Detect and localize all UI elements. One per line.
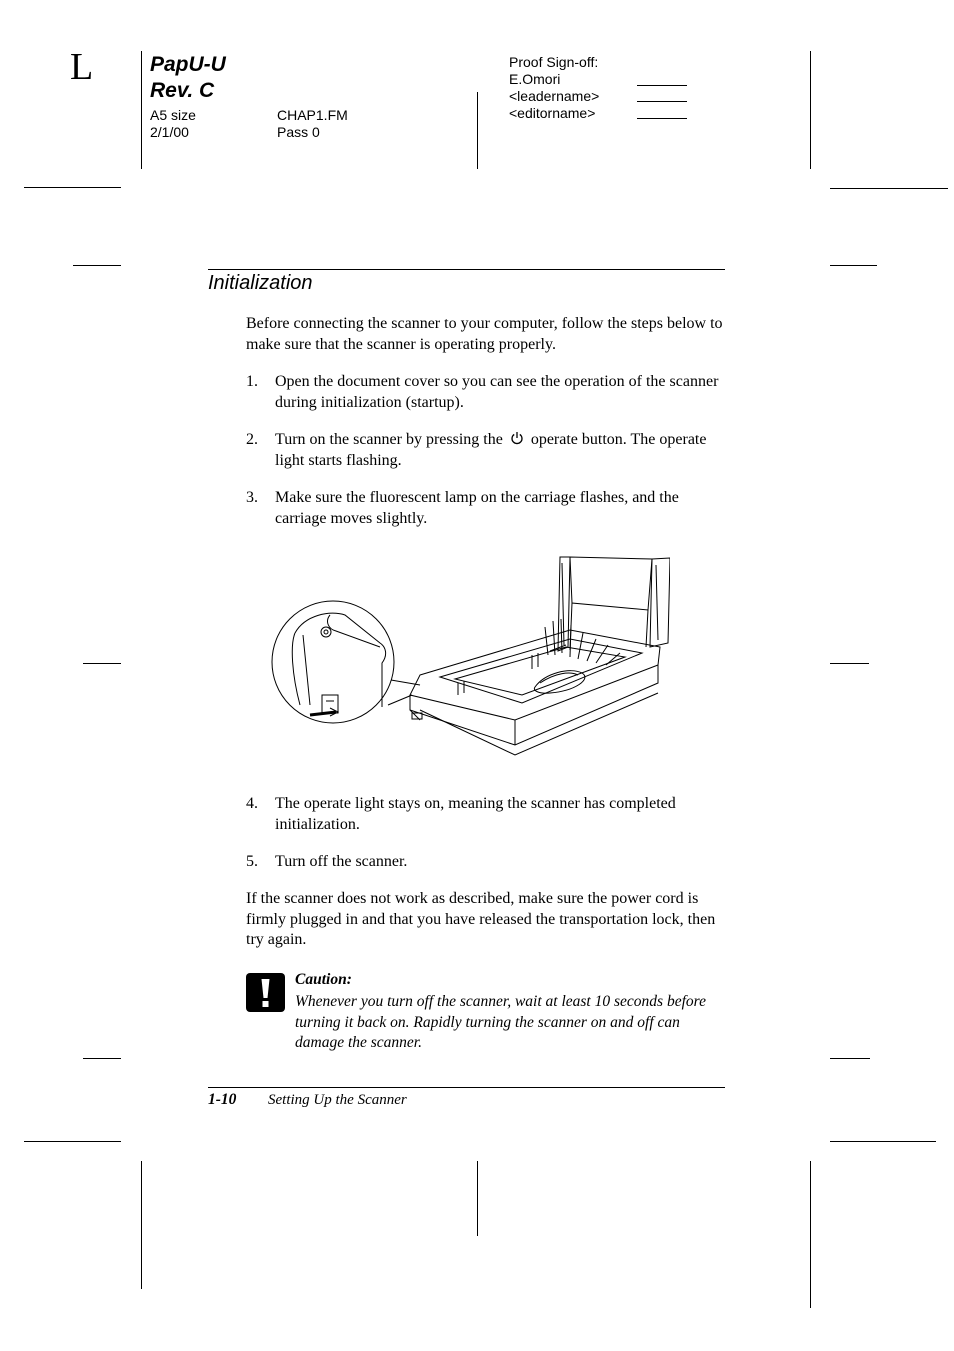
step-item: [246, 430, 726, 471]
crop-mark: [24, 1141, 121, 1142]
crop-mark: [477, 92, 478, 169]
product-title: [150, 52, 226, 104]
caution-text: Whenever you turn off the scanner, wait at least 10 seconds before turning it back on. Rapidly turning the scanner on and off can damage the scanner.: [295, 993, 706, 1051]
step-number: 2.: [246, 431, 258, 448]
step-text: The operate light stays on, meaning the scanner has completed initialization.: [275, 795, 676, 833]
step-text: [275, 430, 726, 471]
corner-letter: L: [70, 46, 94, 88]
footer-rule: [208, 1087, 725, 1088]
step-text-before: Turn on the scanner by pressing the: [275, 431, 507, 448]
file-label: CHAP1.FM: [277, 107, 348, 123]
crop-mark: [830, 265, 877, 266]
revision: Rev. C: [150, 79, 215, 102]
crop-mark: [141, 1161, 142, 1289]
section-title: Initialization: [208, 272, 313, 294]
signoff-line: [637, 118, 687, 119]
step-text: Turn off the scanner.: [275, 853, 408, 870]
step-item: [246, 794, 726, 835]
step-item: [246, 372, 726, 413]
exclamation-icon: [246, 973, 285, 1012]
pass-label: Pass 0: [277, 124, 320, 140]
scanner-illustration: [270, 555, 670, 770]
product-name: PapU-U: [150, 53, 226, 76]
step-text-after: operate button. The operate light starts flashing.: [275, 431, 707, 469]
crop-mark: [830, 1141, 936, 1142]
step-number: 5.: [246, 853, 258, 870]
signoff-line: [637, 85, 687, 86]
proof-name: <leadername>: [509, 88, 600, 104]
crop-mark: [810, 51, 811, 169]
chapter-title: Setting Up the Scanner: [268, 1092, 407, 1108]
crop-mark: [830, 188, 948, 189]
document-cover: [558, 557, 670, 651]
step-number: 3.: [246, 489, 258, 506]
date-label: 2/1/00: [150, 124, 189, 140]
step-text: Make sure the fluorescent lamp on the carriage flashes, and the carriage moves slightly.: [275, 489, 679, 527]
step-number: 4.: [246, 795, 258, 812]
proof-title: Proof Sign-off:: [509, 54, 599, 70]
proof-name: <editorname>: [509, 105, 596, 121]
signoff-line: [637, 101, 687, 102]
page-number: 1-10: [208, 1091, 237, 1108]
inset-magnifier: [272, 601, 420, 723]
step-text: Open the document cover so you can see the operation of the scanner during initialization (startup).: [275, 373, 719, 411]
crop-mark: [477, 1161, 478, 1236]
lamp-flash-lines: [458, 619, 620, 695]
closing-paragraph: If the scanner does not work as described, make sure the power cord is firmly plugged in and that you have released the transportation lock, then try again.: [246, 890, 716, 948]
crop-mark: [24, 187, 121, 188]
proof-name: E.Omori: [509, 71, 561, 87]
size-label: A5 size: [150, 107, 196, 123]
section-rule: [208, 269, 725, 270]
crop-mark: [810, 1161, 811, 1308]
intro-paragraph: Before connecting the scanner to your computer, follow the steps below to make sure that the scanner is operating properly.: [246, 315, 723, 353]
step-item: [246, 488, 726, 529]
crop-mark: [830, 1058, 870, 1059]
caution-title: Caution:: [295, 971, 352, 988]
power-icon: [510, 431, 524, 445]
step-number: 1.: [246, 373, 258, 390]
crop-mark: [141, 51, 142, 169]
crop-mark: [830, 663, 869, 664]
step-item: [246, 852, 726, 873]
crop-mark: [83, 663, 121, 664]
scanner-body: [410, 630, 660, 755]
crop-mark: [73, 265, 121, 266]
crop-mark: [83, 1058, 121, 1059]
